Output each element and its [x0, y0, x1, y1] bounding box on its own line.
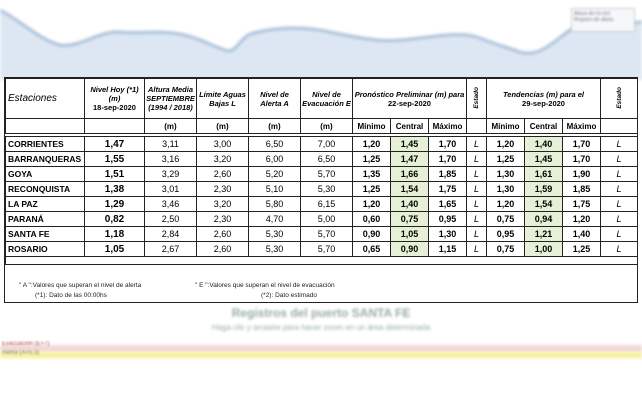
sub-central-tend: Central — [525, 119, 563, 134]
altura-media: 3,29 — [145, 167, 197, 182]
nivel-evacuacion: 5,00 — [301, 212, 353, 227]
altura-media: 2,84 — [145, 227, 197, 242]
nivel-evacuacion: 5,70 — [301, 227, 353, 242]
pron-estado: L — [467, 242, 487, 257]
pron-estado: L — [467, 152, 487, 167]
nivel-evacuacion: 5,70 — [301, 167, 353, 182]
header-evacuacion: Nivel de Evacuación E — [301, 79, 353, 119]
nivel-hoy: 1,51 — [85, 167, 145, 182]
tend-central: 0,94 — [525, 212, 563, 227]
sub-max: Máximo — [429, 119, 467, 134]
table-row — [6, 227, 638, 242]
nivel-alerta: 5,30 — [249, 227, 301, 242]
pron-central: 1,66 — [391, 167, 429, 182]
pron-max: 1,15 — [429, 242, 467, 257]
station-name: ROSARIO — [6, 242, 85, 257]
limite-bajas: 3,20 — [197, 197, 249, 212]
background-chart-subtitle: Haga clic y arrastre para hacer zoom en un área determinada — [211, 323, 431, 332]
altura-media: 2,67 — [145, 242, 197, 257]
station-name: SANTA FE — [6, 227, 85, 242]
pron-max: 1,30 — [429, 227, 467, 242]
pron-estado: L — [467, 227, 487, 242]
tend-max: 1,90 — [563, 167, 601, 182]
header-limite: Límite Aguas Bajas L — [197, 79, 249, 119]
unit-altura: (m) — [145, 119, 197, 134]
river-levels-table — [4, 77, 638, 303]
nivel-hoy: 1,38 — [85, 182, 145, 197]
table-row — [6, 242, 638, 257]
pron-min: 1,25 — [353, 182, 391, 197]
tend-central: 1,45 — [525, 152, 563, 167]
tend-central: 1,21 — [525, 227, 563, 242]
header-tendencias: Tendencias (m) para el 29-sep-2020 — [487, 79, 601, 119]
station-name: CORRIENTES — [6, 137, 85, 152]
header-altura: Altura Media SEPTIEMBRE (1994 / 2018) — [145, 79, 197, 119]
station-name: RECONQUISTA — [6, 182, 85, 197]
tend-estado: L — [601, 167, 638, 182]
tend-estado: L — [601, 212, 638, 227]
limite-bajas: 3,20 — [197, 152, 249, 167]
tend-estado: L — [601, 152, 638, 167]
nivel-alerta: 4,70 — [249, 212, 301, 227]
tend-max: 1,70 — [563, 137, 601, 152]
sub-min-tend: Mínimo — [487, 119, 525, 134]
background-chart-title: Registros del puerto SANTA FE — [231, 306, 411, 320]
tend-central: 1,40 — [525, 137, 563, 152]
pron-max: 1,70 — [429, 137, 467, 152]
tend-min: 0,95 — [487, 227, 525, 242]
tend-max: 1,20 — [563, 212, 601, 227]
pron-max: 0,95 — [429, 212, 467, 227]
tend-estado: L — [601, 197, 638, 212]
nivel-alerta: 5,30 — [249, 242, 301, 257]
tend-min: 1,30 — [487, 182, 525, 197]
nivel-alerta: 5,20 — [249, 167, 301, 182]
tend-central: 1,59 — [525, 182, 563, 197]
altura-media: 3,46 — [145, 197, 197, 212]
limite-bajas: 2,60 — [197, 167, 249, 182]
header-nivel: Nivel Hoy (*1) (m) 18-sep-2020 — [85, 79, 145, 119]
tend-max: 1,25 — [563, 242, 601, 257]
limite-bajas: 3,00 — [197, 137, 249, 152]
pron-central: 0,75 — [391, 212, 429, 227]
nivel-alerta: 5,10 — [249, 182, 301, 197]
altura-media: 2,50 — [145, 212, 197, 227]
header-stations: Estaciones — [6, 79, 85, 119]
units-row — [6, 119, 638, 134]
note-alerta: " A ":Valores que superan el nivel de alerta — [19, 282, 142, 289]
sub-max-tend: Máximo — [563, 119, 601, 134]
pron-estado: L — [467, 212, 487, 227]
table-row — [6, 212, 638, 227]
pron-max: 1,75 — [429, 182, 467, 197]
pron-central: 1,05 — [391, 227, 429, 242]
pron-estado: L — [467, 197, 487, 212]
nivel-hoy: 0,82 — [85, 212, 145, 227]
table-row — [6, 137, 638, 152]
limite-bajas: 2,60 — [197, 227, 249, 242]
nivel-evacuacion: 5,70 — [301, 242, 353, 257]
pron-central: 1,54 — [391, 182, 429, 197]
nivel-hoy: 1,29 — [85, 197, 145, 212]
pron-min: 0,60 — [353, 212, 391, 227]
tend-central: 1,54 — [525, 197, 563, 212]
station-name: GOYA — [6, 167, 85, 182]
header-estado-pron: Estado — [467, 79, 487, 119]
unit-limite: (m) — [197, 119, 249, 134]
pron-central: 1,40 — [391, 197, 429, 212]
table-row — [6, 152, 638, 167]
pron-max: 1,85 — [429, 167, 467, 182]
nivel-hoy: 1,05 — [85, 242, 145, 257]
pron-min: 0,90 — [353, 227, 391, 242]
tend-max: 1,40 — [563, 227, 601, 242]
sub-central: Central — [391, 119, 429, 134]
sub-min: Mínimo — [353, 119, 391, 134]
pron-estado: L — [467, 167, 487, 182]
header-estado-tend: Estado — [601, 79, 638, 119]
unit-evac: (m) — [301, 119, 353, 134]
pron-min: 1,20 — [353, 197, 391, 212]
nivel-evacuacion: 7,00 — [301, 137, 353, 152]
note-dato-estimado: (*2): Dato estimado — [261, 292, 317, 299]
tend-max: 1,70 — [563, 152, 601, 167]
nivel-hoy: 1,55 — [85, 152, 145, 167]
limite-bajas: 2,30 — [197, 212, 249, 227]
background-area-chart — [0, 0, 642, 80]
tend-estado: L — [601, 182, 638, 197]
pron-min: 1,20 — [353, 137, 391, 152]
nivel-alerta: 5,80 — [249, 197, 301, 212]
pron-min: 1,25 — [353, 152, 391, 167]
alert-band-label: Alerta (A=5.3) — [2, 350, 40, 356]
header-alerta: Nivel de Alerta A — [249, 79, 301, 119]
tend-max: 1,85 — [563, 182, 601, 197]
limite-bajas: 2,30 — [197, 182, 249, 197]
evacuation-band-label: Evacuación (E=7) — [2, 341, 50, 347]
nivel-evacuacion: 6,50 — [301, 152, 353, 167]
nivel-alerta: 6,50 — [249, 137, 301, 152]
tend-estado: L — [601, 242, 638, 257]
tend-min: 0,75 — [487, 242, 525, 257]
nivel-alerta: 6,00 — [249, 152, 301, 167]
table-row — [6, 197, 638, 212]
table-notes — [5, 276, 637, 302]
nivel-hoy: 1,18 — [85, 227, 145, 242]
tend-min: 0,75 — [487, 212, 525, 227]
pron-central: 1,47 — [391, 152, 429, 167]
nivel-hoy: 1,47 — [85, 137, 145, 152]
nivel-evacuacion: 5,30 — [301, 182, 353, 197]
table-row — [6, 167, 638, 182]
pron-central: 0,90 — [391, 242, 429, 257]
note-dato-hora: (*1): Dato de las 00:00hs — [35, 292, 107, 299]
tend-max: 1,75 — [563, 197, 601, 212]
altura-media: 3,01 — [145, 182, 197, 197]
background-legend: Altura de río (m) Registro de altura — [571, 8, 635, 32]
pron-estado: L — [467, 182, 487, 197]
note-evacuacion: " E ":Valores que superan el nivel de evacuación — [195, 282, 335, 289]
header-pronostico: Pronóstico Preliminar (m) para 22-sep-2020 — [353, 79, 467, 119]
pron-central: 1,45 — [391, 137, 429, 152]
pron-estado: L — [467, 137, 487, 152]
tend-min: 1,30 — [487, 167, 525, 182]
evacuation-band — [0, 345, 642, 352]
station-name: PARANÁ — [6, 212, 85, 227]
header-row — [6, 79, 638, 119]
unit-alerta: (m) — [249, 119, 301, 134]
tend-min: 1,20 — [487, 197, 525, 212]
pron-max: 1,65 — [429, 197, 467, 212]
pron-min: 0,65 — [353, 242, 391, 257]
limite-bajas: 2,60 — [197, 242, 249, 257]
tend-central: 1,00 — [525, 242, 563, 257]
altura-media: 3,11 — [145, 137, 197, 152]
tend-estado: L — [601, 137, 638, 152]
pron-min: 1,35 — [353, 167, 391, 182]
tend-estado: L — [601, 227, 638, 242]
tend-min: 1,20 — [487, 137, 525, 152]
alert-band — [0, 352, 642, 358]
nivel-evacuacion: 6,15 — [301, 197, 353, 212]
tend-min: 1,25 — [487, 152, 525, 167]
table-row — [6, 182, 638, 197]
tend-central: 1,61 — [525, 167, 563, 182]
station-name: BARRANQUERAS — [6, 152, 85, 167]
pron-max: 1,70 — [429, 152, 467, 167]
altura-media: 3,16 — [145, 152, 197, 167]
station-name: LA PAZ — [6, 197, 85, 212]
